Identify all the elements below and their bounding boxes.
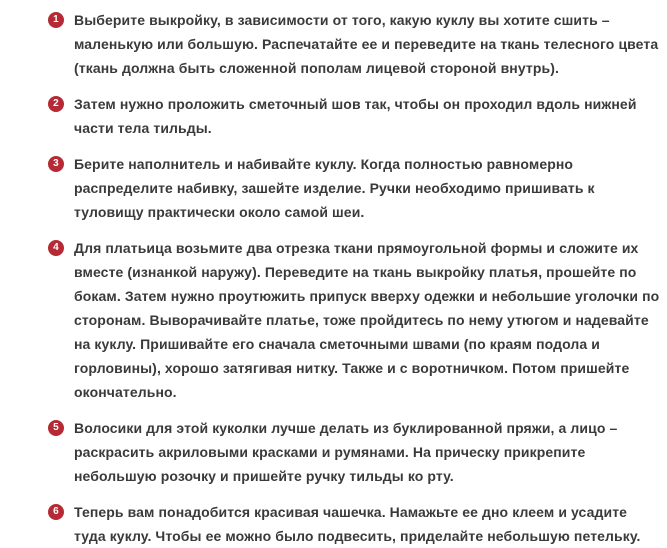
- step-number-badge: 4: [48, 240, 64, 256]
- step-text-line: Волосики для этой куколки лучше делать из буклированной пряжи, а лицо –: [74, 420, 618, 436]
- step-text-line: сторонам. Выворачивайте платье, тоже пройдитесь по нему утюгом и надевайте: [74, 312, 649, 328]
- step-text-line: небольшую розочку и пришейте ручку тильды ко рту.: [74, 468, 454, 484]
- step-text-line: раскрасить акриловыми красками и румянами. На прическу прикрепите: [74, 444, 586, 460]
- step-text-line: Берите наполнитель и набивайте куклу. Когда полностью равномерно: [74, 156, 574, 172]
- step-number-badge: 2: [48, 96, 64, 112]
- step-item: [0, 500, 667, 548]
- step-number-badge: 5: [48, 420, 64, 436]
- step-number-badge: 6: [48, 504, 64, 520]
- step-text-line: Выберите выкройку, в зависимости от того, какую куклу вы хотите сшить –: [74, 12, 610, 28]
- step-item: [0, 236, 667, 404]
- step-text-line: горловины), хорошо затягивая нитку. Также и с воротничком. Потом пришейте: [74, 360, 630, 376]
- step-text-line: на куклу. Пришивайте его сначала сметочными швами (по краям подола и: [74, 336, 600, 352]
- step-text-line: маленькую или большую. Распечатайте ее и переведите на ткань телесного цвета: [74, 36, 659, 52]
- step-text-line: туда куклу. Чтобы ее можно было подвесить, приделайте небольшую петельку.: [74, 528, 641, 544]
- step-text-line: окончательно.: [74, 384, 177, 400]
- step-item: [0, 152, 667, 224]
- step-text-line: части тела тильды.: [74, 120, 212, 136]
- step-text-line: Для платьица возьмите два отрезка ткани прямоугольной формы и сложите их: [74, 240, 639, 256]
- step-number-badge: 3: [48, 156, 64, 172]
- step-number-badge: 1: [48, 12, 64, 28]
- step-text-line: распределите набивку, зашейте изделие. Ручки необходимо пришивать к: [74, 180, 595, 196]
- step-text-line: туловищу практически около самой шеи.: [74, 204, 365, 220]
- step-item: [0, 8, 667, 80]
- step-item: [0, 92, 667, 140]
- step-text-line: (ткань должна быть сложенной пополам лицевой стороной внутрь).: [74, 60, 559, 76]
- step-text-line: Теперь вам понадобится красивая чашечка. Намажьте ее дно клеем и усадите: [74, 504, 628, 520]
- step-item: [0, 416, 667, 488]
- step-text-line: бокам. Затем нужно проутюжить припуск вверху одежки и небольшие уголочки по: [74, 288, 660, 304]
- step-text-line: вместе (изнанкой наружу). Переведите на ткань выкройку платья, прошейте по: [74, 264, 637, 280]
- step-text-line: Затем нужно проложить сметочный шов так, чтобы он проходил вдоль нижней: [74, 96, 637, 112]
